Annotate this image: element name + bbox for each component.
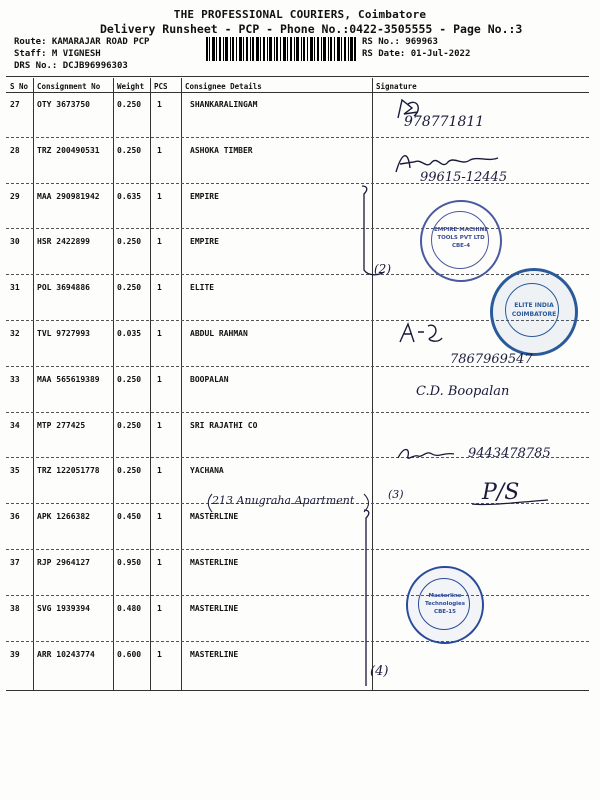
row-separator xyxy=(6,641,589,642)
row-consignment-no: RJP 2964127 xyxy=(37,558,90,567)
route-label: Route: KAMARAJAR ROAD PCP xyxy=(14,37,150,47)
row-consignee: MASTERLINE xyxy=(190,650,239,659)
row-sno: 31 xyxy=(10,283,20,292)
handwritten-address-35: 213 Anugraha Apartment xyxy=(212,494,355,507)
row-consignment-no: MAA 565619389 xyxy=(37,375,100,384)
row-sno: 28 xyxy=(10,146,20,155)
row-pcs: 1 xyxy=(157,192,162,201)
row-consignment-no: TRZ 200490531 xyxy=(37,146,100,155)
handwritten-mark-30: (2) xyxy=(374,262,391,276)
row-consignment-no: TVL 9727993 xyxy=(37,329,90,338)
row-consignee: SHANKARALINGAM xyxy=(190,100,258,109)
row-separator xyxy=(6,412,589,413)
column-divider xyxy=(150,78,151,690)
row-weight: 0.450 xyxy=(117,512,142,521)
row-consignment-no: TRZ 122051778 xyxy=(37,466,100,475)
row-weight: 0.480 xyxy=(117,604,142,613)
empire-stamp-text: EMPIRE MACHINE TOOLS PVT LTD CBE-4 xyxy=(434,227,488,249)
row-sno: 29 xyxy=(10,192,20,201)
col-header-consignment: Consignment No xyxy=(37,82,101,91)
row-weight: 0.250 xyxy=(117,237,142,246)
row-consignee: EMPIRE xyxy=(190,237,219,246)
row-pcs: 1 xyxy=(157,329,162,338)
row-pcs: 1 xyxy=(157,512,162,521)
col-header-weight: Weight xyxy=(117,82,145,91)
row-consignee: EMPIRE xyxy=(190,192,219,201)
row-consignee: MASTERLINE xyxy=(190,558,239,567)
handwritten-mark-35: (3) xyxy=(388,488,404,501)
row-consignee: SRI RAJATHI CO xyxy=(190,421,258,430)
row-pcs: 1 xyxy=(157,604,162,613)
row-consignee: ELITE xyxy=(190,283,215,292)
row-separator xyxy=(6,595,589,596)
row-weight: 0.250 xyxy=(117,146,142,155)
table-top-rule xyxy=(6,76,589,77)
masterline-stamp-text: Masterline Technologies CBE-15 xyxy=(424,593,466,615)
col-header-signature: Signature xyxy=(376,82,417,91)
column-divider xyxy=(181,78,182,690)
row-separator xyxy=(6,549,589,550)
row-consignee: YACHANA xyxy=(190,466,224,475)
row-weight: 0.250 xyxy=(117,375,142,384)
row-pcs: 1 xyxy=(157,283,162,292)
masterline-stamp xyxy=(406,566,484,644)
handwritten-ps-35: P/S xyxy=(482,480,520,505)
row-consignee: MASTERLINE xyxy=(190,604,239,613)
row-weight: 0.250 xyxy=(117,283,142,292)
row-pcs: 1 xyxy=(157,650,162,659)
rs-number: RS No.: 969963 xyxy=(362,37,438,47)
row-consignment-no: HSR 2422899 xyxy=(37,237,90,246)
handwritten-phone-34: 9443478785 xyxy=(468,446,551,461)
handwritten-phone-27: 978771811 xyxy=(404,114,485,130)
staff-label: Staff: M VIGNESH xyxy=(14,49,101,59)
row-consignment-no: ARR 10243774 xyxy=(37,650,95,659)
row-pcs: 1 xyxy=(157,237,162,246)
col-header-sno: S No xyxy=(10,82,29,91)
row-consignment-no: APK 1266382 xyxy=(37,512,90,521)
row-pcs: 1 xyxy=(157,558,162,567)
row-weight: 0.035 xyxy=(117,329,142,338)
row-pcs: 1 xyxy=(157,375,162,384)
row-consignee: MASTERLINE xyxy=(190,512,239,521)
handwritten-phone-32: 7867969547 xyxy=(450,352,533,367)
handwritten-phone-28: 99615-12445 xyxy=(420,170,508,185)
company-title: THE PROFESSIONAL COURIERS, Coimbatore xyxy=(173,8,427,21)
row-weight: 0.600 xyxy=(117,650,142,659)
row-consignment-no: MAA 290981942 xyxy=(37,192,100,201)
row-sno: 36 xyxy=(10,512,20,521)
column-divider xyxy=(113,78,114,690)
elite-stamp-text: ELITE INDIA COIMBATORE xyxy=(511,302,557,318)
table-header-rule xyxy=(6,92,589,93)
row-consignment-no: SVG 1939394 xyxy=(37,604,90,613)
col-header-consignee: Consignee Details xyxy=(185,82,262,91)
row-consignment-no: POL 3694886 xyxy=(37,283,90,292)
row-sno: 35 xyxy=(10,466,20,475)
barcode xyxy=(206,37,356,61)
row-separator xyxy=(6,228,589,229)
row-consignment-no: OTY 3673750 xyxy=(37,100,90,109)
row-sno: 39 xyxy=(10,650,20,659)
row-separator xyxy=(6,137,589,138)
row-pcs: 1 xyxy=(157,421,162,430)
row-sno: 37 xyxy=(10,558,20,567)
handwritten-mark-39: (4) xyxy=(370,664,389,679)
row-sno: 30 xyxy=(10,237,20,246)
address-bracket-35 xyxy=(206,492,372,514)
rs-date: RS Date: 01-Jul-2022 xyxy=(362,49,471,59)
row-consignee: ABDUL RAHMAN xyxy=(190,329,248,338)
handwritten-name-33: C.D. Boopalan xyxy=(416,384,510,399)
row-sno: 34 xyxy=(10,421,20,430)
column-divider xyxy=(33,78,34,690)
row-weight: 0.635 xyxy=(117,192,142,201)
row-separator xyxy=(6,274,589,275)
drs-number: DRS No.: DCJB96996303 xyxy=(14,61,128,71)
runsheet-subtitle: Delivery Runsheet - PCP - Phone No.:0422-3505555 - Page No.:3 xyxy=(100,22,523,36)
row-consignment-no: MTP 277425 xyxy=(37,421,86,430)
row-consignee: BOOPALAN xyxy=(190,375,229,384)
row-pcs: 1 xyxy=(157,466,162,475)
row-sno: 38 xyxy=(10,604,20,613)
row-consignee: ASHOKA TIMBER xyxy=(190,146,253,155)
row-weight: 0.250 xyxy=(117,421,142,430)
row-pcs: 1 xyxy=(157,100,162,109)
row-weight: 0.250 xyxy=(117,466,142,475)
col-header-pcs: PCS xyxy=(154,82,168,91)
row-sno: 32 xyxy=(10,329,20,338)
underline-35 xyxy=(470,496,550,508)
row-weight: 0.950 xyxy=(117,558,142,567)
row-sno: 27 xyxy=(10,100,20,109)
table-bottom-rule xyxy=(6,690,589,691)
row-weight: 0.250 xyxy=(117,100,142,109)
row-pcs: 1 xyxy=(157,146,162,155)
row-sno: 33 xyxy=(10,375,20,384)
empire-stamp xyxy=(420,200,502,282)
elite-stamp xyxy=(490,268,578,356)
signature-34 xyxy=(396,444,456,464)
